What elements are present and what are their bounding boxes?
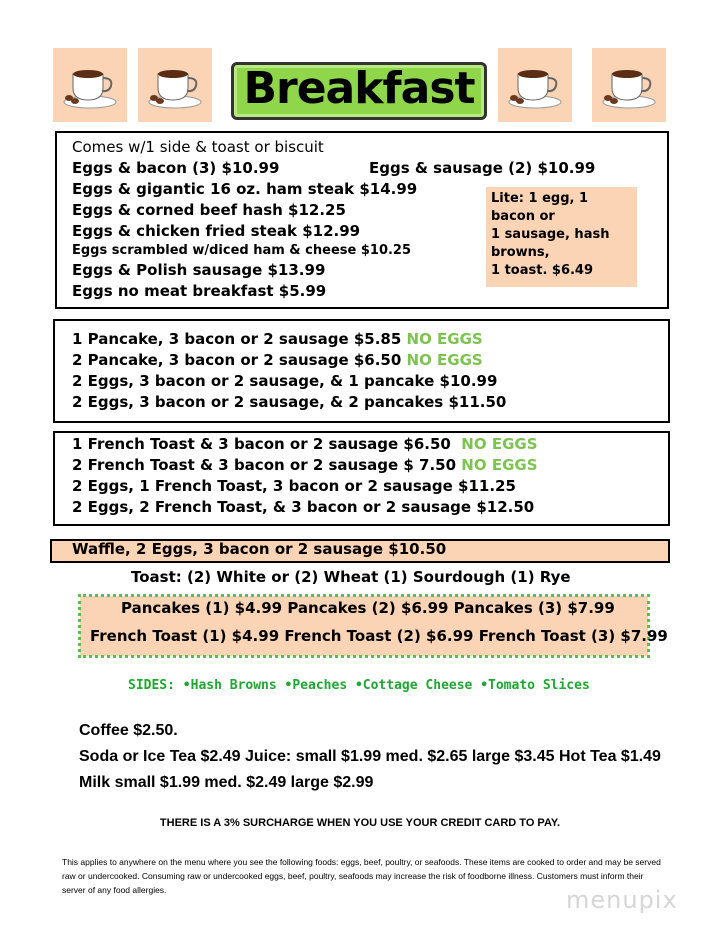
waffle-item: Waffle, 2 Eggs, 3 bacon or 2 sausage $10.50 <box>72 540 447 558</box>
no-eggs-tag: NO EGGS <box>406 351 483 369</box>
sides-list: SIDES: •Hash Browns •Peaches •Cottage Cheese •Tomato Slices <box>128 678 590 693</box>
menu-item: Eggs & corned beef hash $12.25 <box>72 201 346 219</box>
coffee-cup-icon <box>498 48 572 122</box>
menu-item: 2 Eggs, 3 bacon or 2 sausage, & 1 pancake $10.99 <box>72 372 498 390</box>
food-safety-disclaimer: This applies to anywhere on the menu where you see the following foods: eggs, beef, poultry, or seafoods. These items are cooked to order and may be served raw or undercooked. Consuming raw or undercooked eggs, beef, poultry, seafoods may increase the risk of foodborne illness. Customers must inform their server of any food allergies. <box>62 857 661 895</box>
lite-line: bacon or <box>491 209 555 224</box>
menu-item: Eggs no meat breakfast $5.99 <box>72 282 327 300</box>
watermark-logo: menupix <box>566 886 678 914</box>
milk-prices: Milk small $1.99 med. $2.49 large $2.99 <box>79 774 374 791</box>
no-eggs-tag: NO EGGS <box>461 435 538 453</box>
lite-line: Lite: 1 egg, 1 <box>491 191 589 206</box>
menu-item: 2 Pancake, 3 bacon or 2 sausage $6.50 NO EGGS <box>72 351 483 369</box>
toast-options: Toast: (2) White or (2) Wheat (1) Sourdough (1) Rye <box>131 568 571 586</box>
menu-item: Eggs & sausage (2) $10.99 <box>369 159 596 177</box>
lite-line: 1 sausage, hash <box>491 227 610 242</box>
menu-item: 1 French Toast & 3 bacon or 2 sausage $6.50 NO EGGS <box>72 435 538 453</box>
surcharge-notice: THERE IS A 3% SURCHARGE WHEN YOU USE YOUR CREDIT CARD TO PAY. <box>159 817 561 829</box>
menu-item: Eggs & Polish sausage $13.99 <box>72 261 326 279</box>
menu-item: Eggs & bacon (3) $10.99 <box>72 159 280 177</box>
pancakes-prices: Pancakes (1) $4.99 Pancakes (2) $6.99 Pancakes (3) $7.99 <box>121 599 615 617</box>
lite-line: browns, <box>491 245 550 260</box>
menu-item: 2 Eggs, 2 French Toast, & 3 bacon or 2 sausage $12.50 <box>72 498 535 516</box>
french-toast-prices: French Toast (1) $4.99 French Toast (2) $6.99 French Toast (3) $7.99 <box>90 627 668 645</box>
section-intro: Comes w/1 side & toast or biscuit <box>72 138 324 156</box>
lite-line: 1 toast. $6.49 <box>491 263 594 278</box>
menu-item: Eggs scrambled w/diced ham & cheese $10.25 <box>72 243 412 258</box>
coffee-cup-icon <box>592 48 666 122</box>
menu-item: 2 Eggs, 3 bacon or 2 sausage, & 2 pancakes $11.50 <box>72 393 507 411</box>
menu-item: 2 Eggs, 1 French Toast, 3 bacon or 2 sausage $11.25 <box>72 477 516 495</box>
menu-item: Eggs & gigantic 16 oz. ham steak $14.99 <box>72 180 418 198</box>
no-eggs-tag: NO EGGS <box>461 456 538 474</box>
page-title: Breakfast <box>243 63 475 114</box>
menu-item: 1 Pancake, 3 bacon or 2 sausage $5.85 NO EGGS <box>72 330 483 348</box>
menu-item: 2 French Toast & 3 bacon or 2 sausage $ 7.50 NO EGGS <box>72 456 538 474</box>
no-eggs-tag: NO EGGS <box>406 330 483 348</box>
lite-breakfast-callout <box>486 187 637 287</box>
coffee-cup-icon <box>53 48 127 122</box>
drinks-prices: Soda or Ice Tea $2.49 Juice: small $1.99 med. $2.65 large $3.45 Hot Tea $1.49 <box>79 748 661 765</box>
coffee-cup-icon <box>138 48 212 122</box>
menu-item: Eggs & chicken fried steak $12.99 <box>72 222 361 240</box>
page-title-banner <box>231 62 487 120</box>
coffee-price: Coffee $2.50. <box>79 722 178 739</box>
